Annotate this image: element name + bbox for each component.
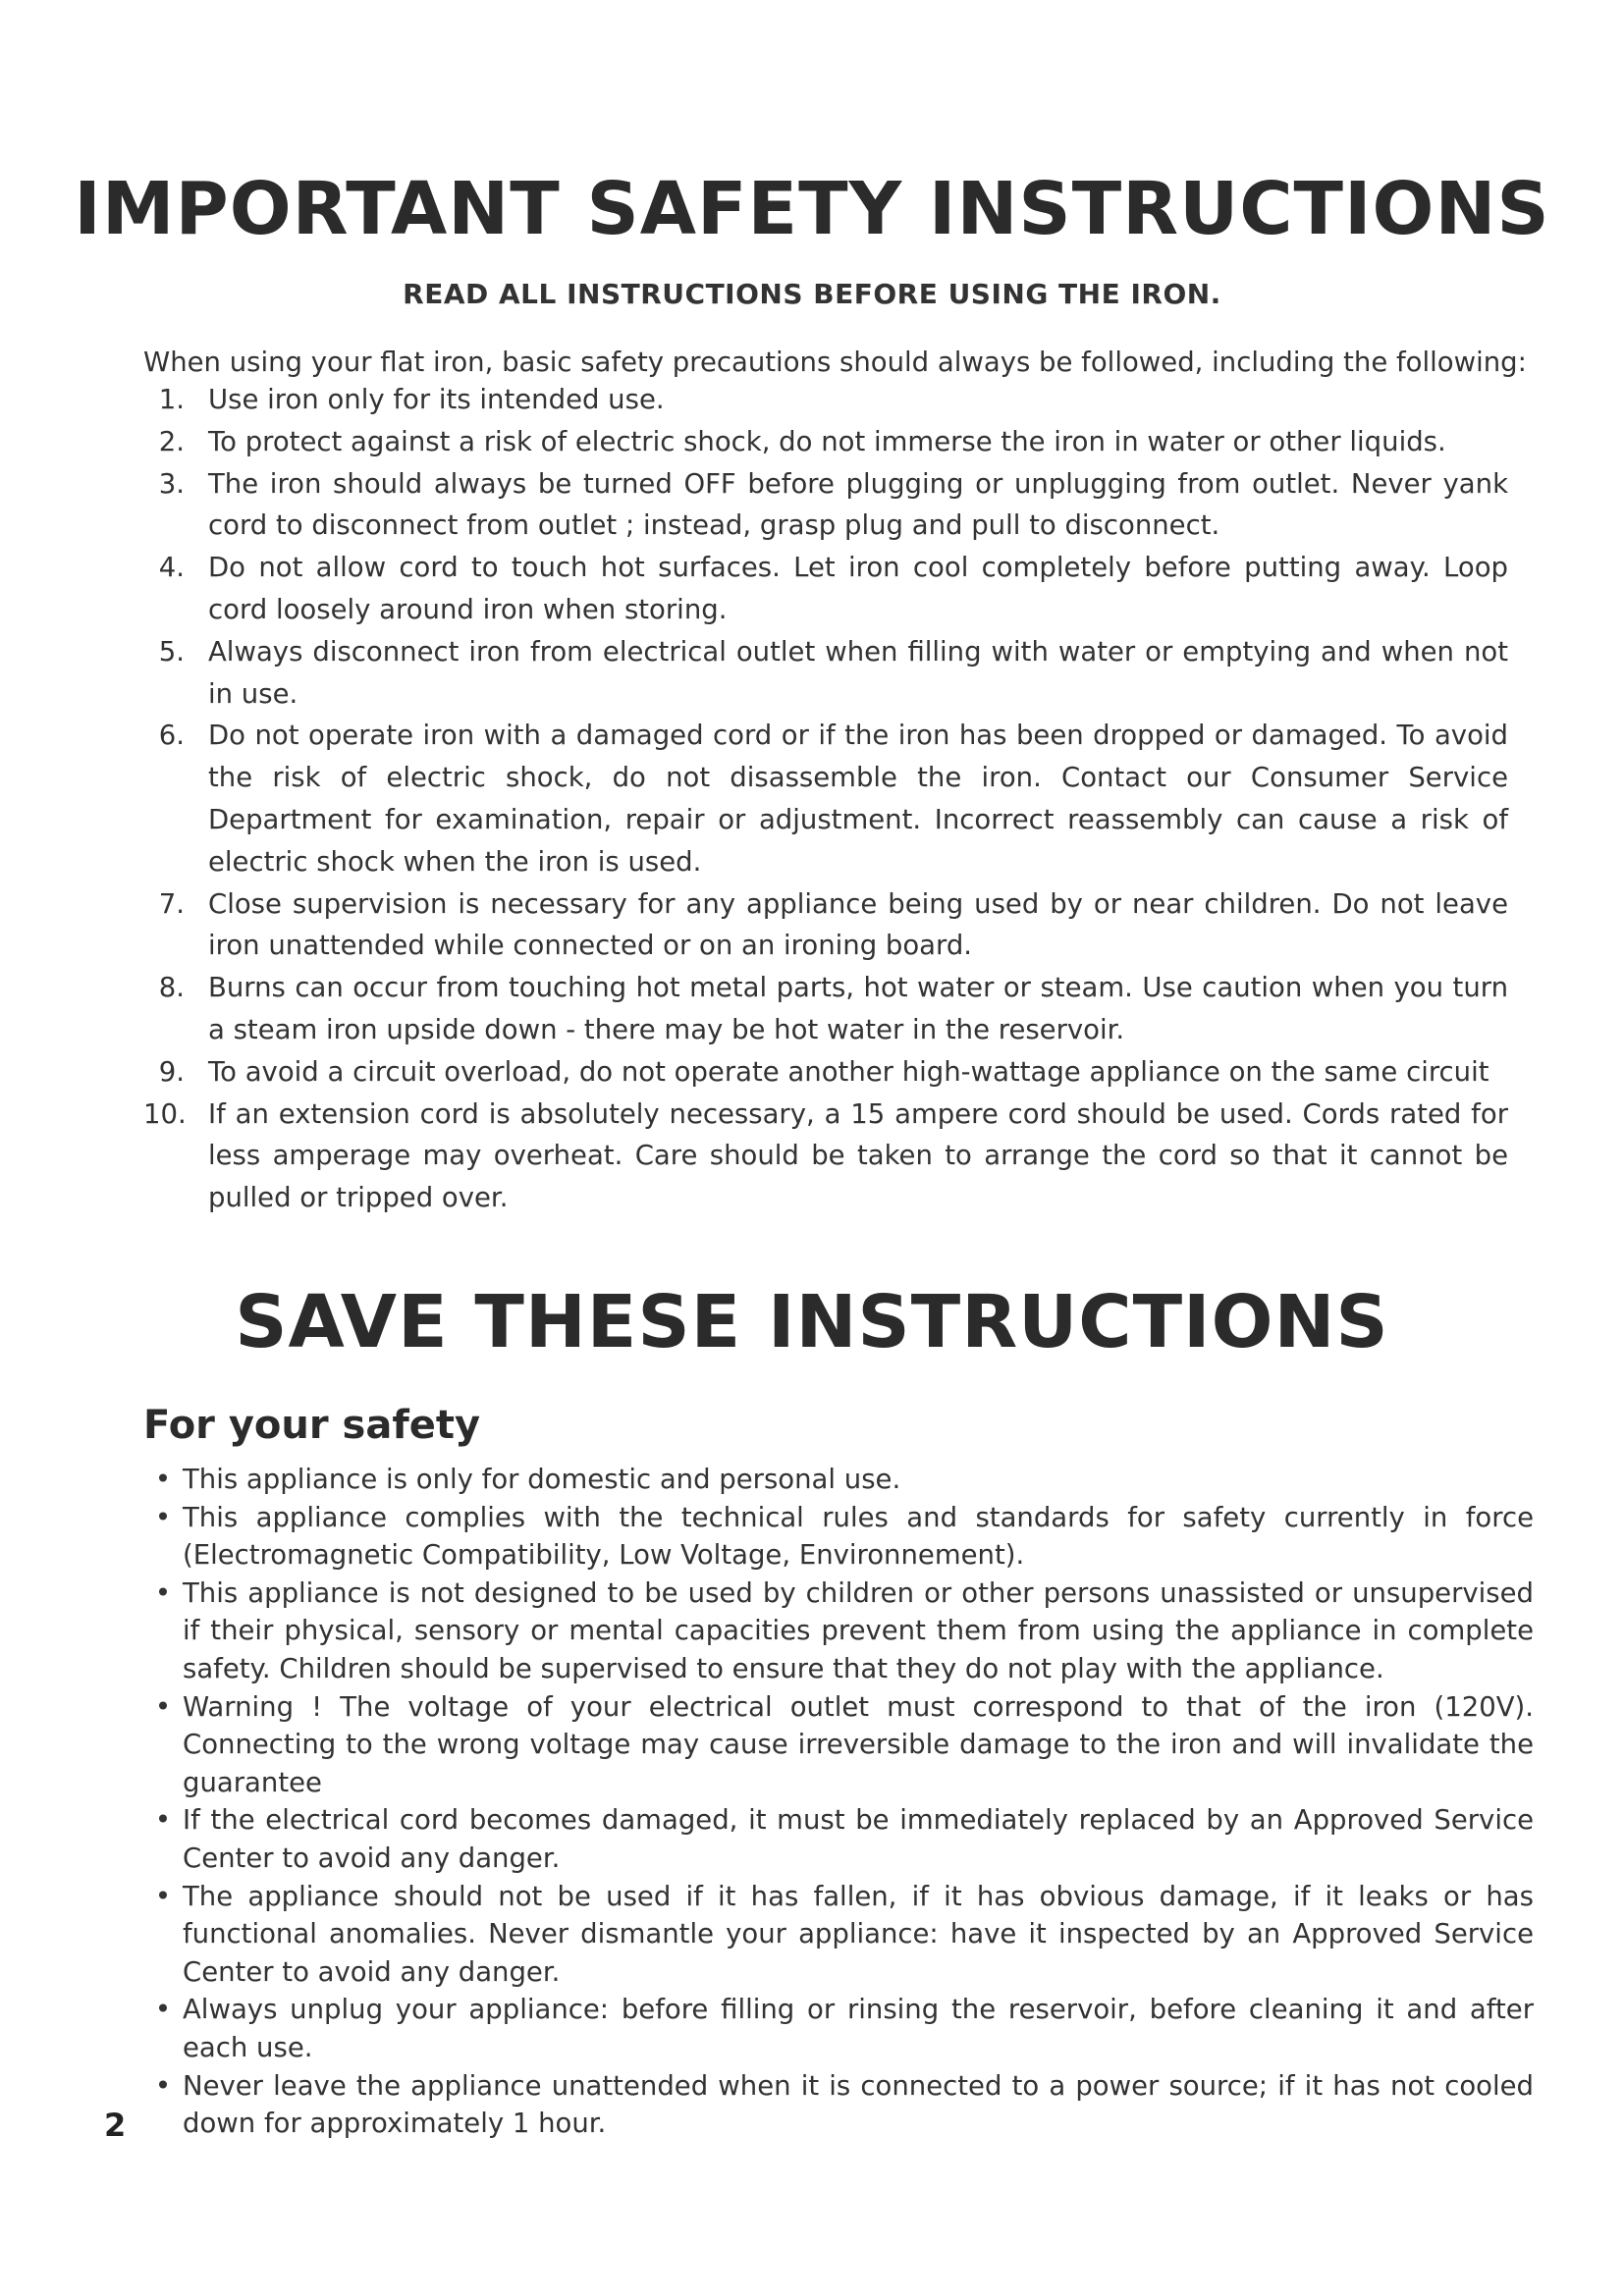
item-number: 9. xyxy=(158,1055,185,1088)
list-item xyxy=(143,421,1508,463)
list-item xyxy=(143,1051,1508,1094)
item-number: 4. xyxy=(158,552,185,584)
bullet-icon: • xyxy=(154,1880,172,1912)
list-item xyxy=(143,463,1508,548)
item-text: The iron should always be turned OFF before plugging or unplugging from outlet. Never yank cord to disconnect from outlet ; instead, grasp plug and pull to disconnect. xyxy=(208,467,1508,542)
item-text: Warning ! The voltage of your electrical outlet must correspond to that of the iron (120V). Connecting to the wrong voltage may cause irreversible damage to the iron and will invalidate the guarantee xyxy=(183,1690,1534,1798)
safety-heading: For your safety xyxy=(143,1403,481,1448)
item-number: 10. xyxy=(143,1097,187,1130)
item-text: If the electrical cord becomes damaged, it must be immediately replaced by an Approved Service Center to avoid any danger. xyxy=(183,1804,1534,1874)
list-item xyxy=(143,715,1508,882)
bullet-icon: • xyxy=(154,1804,172,1837)
bullet-icon: • xyxy=(154,1501,172,1533)
item-text: This appliance complies with the technical rules and standards for safety currently in force (Electromagnetic Compatibility, Low Voltage, Environnement). xyxy=(183,1501,1534,1572)
intro-paragraph: When using your flat iron, basic safety precautions should always be followed, including the following: xyxy=(143,347,1527,378)
list-item xyxy=(143,967,1508,1051)
list-item xyxy=(153,1991,1534,2066)
safety-list xyxy=(153,1461,1534,2143)
list-item xyxy=(153,2067,1534,2143)
item-number: 8. xyxy=(158,972,185,1004)
list-item xyxy=(153,1461,1534,1499)
save-instructions-title: SAVE THESE INSTRUCTIONS xyxy=(235,1280,1389,1364)
list-item xyxy=(143,883,1508,968)
item-number: 5. xyxy=(158,635,185,667)
item-text: Always unplug your appliance: before filling or rinsing the reservoir, before cleaning it and after each use. xyxy=(183,1994,1534,2063)
item-text: If an extension cord is absolutely necessary, a 15 ampere cord should be used. Cords rated for less amperage may overheat. Care should be taken to arrange the cord so that it cannot be pulled or tripped over. xyxy=(208,1097,1508,1214)
list-item xyxy=(143,1094,1508,1219)
item-number: 6. xyxy=(158,720,185,752)
list-item xyxy=(143,631,1508,716)
bullet-icon: • xyxy=(154,1690,172,1723)
list-item xyxy=(143,379,1508,421)
page-subtitle: READ ALL INSTRUCTIONS BEFORE USING THE IRON. xyxy=(403,278,1221,310)
item-text: To protect against a risk of electric shock, do not immerse the iron in water or other liquids. xyxy=(208,425,1446,457)
item-text: This appliance is not designed to be used by children or other persons unassisted or unsupervised if their physical, sensory or mental capacities prevent them from using the appliance in complete safety. Children should be supervised to ensure that they do not play with the appliance. xyxy=(183,1576,1534,1684)
instructions-list xyxy=(143,379,1508,1219)
list-item xyxy=(153,1499,1534,1575)
item-number: 3. xyxy=(158,467,185,500)
item-number: 7. xyxy=(158,887,185,920)
item-text: Close supervision is necessary for any appliance being used by or near children. Do not leave iron unattended while connected or on an ironing board. xyxy=(208,887,1508,962)
page-number: 2 xyxy=(104,2107,127,2144)
item-text: Always disconnect iron from electrical outlet when filling with water or emptying and when not in use. xyxy=(208,635,1508,710)
item-text: Do not allow cord to touch hot surfaces. Let iron cool completely before putting away. Loop cord loosely around iron when storing. xyxy=(208,552,1508,625)
item-number: 2. xyxy=(158,425,185,457)
list-item xyxy=(153,1688,1534,1802)
list-item xyxy=(143,547,1508,631)
page-title: IMPORTANT SAFETY INSTRUCTIONS xyxy=(74,167,1550,251)
item-text: Use iron only for its intended use. xyxy=(208,384,665,415)
bullet-icon: • xyxy=(154,2069,172,2102)
item-number: 1. xyxy=(158,384,185,415)
item-text: To avoid a circuit overload, do not operate another high-wattage appliance on the same circuit xyxy=(208,1055,1489,1088)
item-text: Do not operate iron with a damaged cord or if the iron has been dropped or damaged. To avoid the risk of electric shock, do not disassemble the iron. Contact our Consumer Service Department for examination, repair or adjustment. Incorrect reassembly can cause a risk of electric shock when the iron is used. xyxy=(208,720,1508,878)
list-item xyxy=(153,1801,1534,1877)
item-text: Never leave the appliance unattended when it is connected to a power source; if it has not cooled down for approximately 1 hour. xyxy=(183,2069,1534,2140)
list-item xyxy=(153,1575,1534,1688)
item-text: This appliance is only for domestic and personal use. xyxy=(183,1464,901,1495)
item-text: The appliance should not be used if it has fallen, if it has obvious damage, if it leaks or has functional anomalies. Never dismantle your appliance: have it inspected by an Approved Service Center to avoid any danger. xyxy=(183,1880,1534,1988)
bullet-icon: • xyxy=(154,1576,172,1609)
item-text: Burns can occur from touching hot metal parts, hot water or steam. Use caution when you turn a steam iron upside down - there may be hot water in the reservoir. xyxy=(208,972,1508,1045)
bullet-icon: • xyxy=(154,1994,172,2026)
list-item xyxy=(153,1878,1534,1992)
bullet-icon: • xyxy=(154,1464,172,1495)
